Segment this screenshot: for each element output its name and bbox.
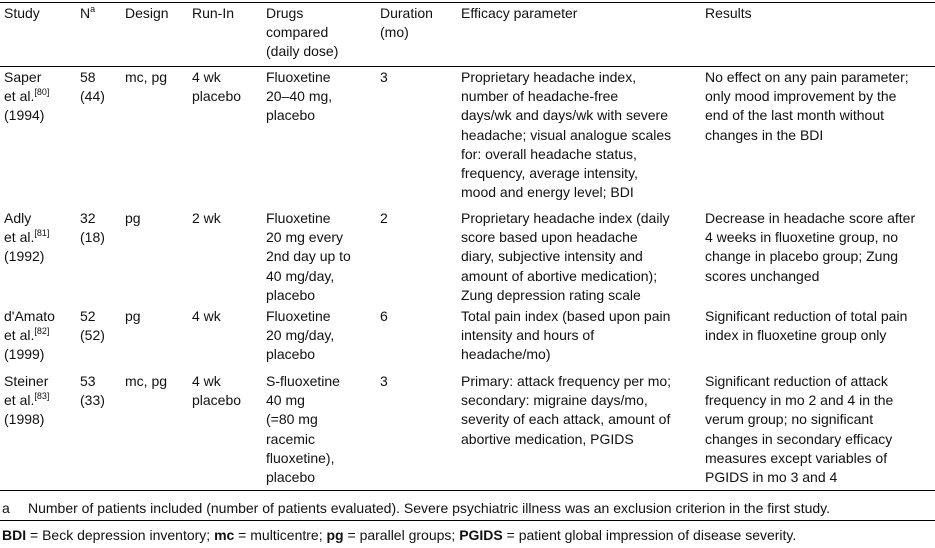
cell-study: Saper et al.[80] (1994): [4, 69, 50, 124]
col-results: Results: [705, 5, 752, 21]
study-table: [0, 3, 935, 489]
footnote-text: Number of patients included (number of patients evaluated). Severe psychiatric illness was an exclusion criterion in the first study.: [28, 500, 831, 516]
cell-study: Adly et al.[81] (1992): [4, 210, 50, 265]
col-efficacy: Efficacy parameter: [461, 5, 578, 21]
cell-runin: 4 wk placebo: [192, 373, 242, 409]
cell-drugs: Fluoxetine 20 mg/day, placebo: [266, 308, 335, 363]
cell-study: d'Amato et al.[82] (1999): [4, 308, 55, 363]
cell-n: 53 (33): [80, 373, 105, 409]
cell-efficacy: Total pain index (based upon pain intensity and hours of headache/mo): [461, 308, 671, 363]
cell-duration: 2: [380, 210, 388, 226]
cell-duration: 3: [380, 69, 388, 85]
cell-n: 32 (18): [80, 210, 105, 246]
cell-efficacy: Proprietary headache index, number of headache-free days/wk and days/wk with severe headache; visual analogue scales for: overall headache status, frequency, average intensity, mood and energy level; BDI: [461, 69, 672, 201]
col-drugs: Drugs compared (daily dose): [266, 5, 339, 60]
col-runin: Run-In: [192, 5, 235, 21]
cell-runin: 4 wk placebo: [192, 69, 242, 105]
cell-drugs: Fluoxetine 20 mg every 2nd day up to 40 mg/day, placebo: [266, 210, 351, 303]
cell-design: mc, pg: [125, 373, 168, 390]
cell-design: pg: [125, 308, 141, 325]
cell-drugs: S-fluoxetine 40 mg (=80 mg racemic fluoxetine), placebo: [266, 373, 340, 486]
col-n: $N^a$: [80, 4, 96, 21]
col-duration: Duration (mo): [380, 5, 433, 41]
cell-design: pg: [125, 210, 141, 226]
footnote-rule: [0, 520, 935, 521]
footnote-mark: a: [2, 500, 10, 516]
bottom-rule: [0, 490, 935, 491]
col-design: Design: [125, 5, 169, 21]
header-row: [0, 3, 935, 66]
cell-design: mc, pg: [125, 69, 168, 85]
cell-duration: 6: [380, 308, 388, 325]
table-row: [0, 66, 935, 207]
cell-results: Decrease in headache score after 4 weeks in fluoxetine group, no change in placebo group; Zung scores unchanged: [705, 210, 916, 284]
col-study: Study: [4, 5, 40, 21]
cell-runin: 2 wk: [192, 210, 221, 226]
footnote: [2, 499, 830, 518]
table-row: [0, 370, 935, 489]
cell-efficacy: Primary: attack frequency per mo; secondary: migraine days/mo, severity of each attack, amount of abortive medication, PGIDS: [461, 373, 672, 447]
table-row: [0, 305, 935, 370]
table-row: [0, 207, 935, 305]
cell-drugs: Fluoxetine 20–40 mg, placebo: [266, 69, 333, 124]
cell-results: Significant reduction of total pain index in fluoxetine group only: [705, 308, 908, 344]
cell-results: No effect on any pain parameter; only mood improvement by the end of the last month without changes in the BDI: [705, 69, 909, 143]
cell-results: Significant reduction of attack frequency in mo 2 and 4 in the verum group; no significant changes in secondary efficacy measures except variables of PGIDS in mo 3 and 4: [705, 373, 894, 486]
cell-n: 52 (52): [80, 308, 105, 344]
cell-runin: 4 wk: [192, 308, 221, 325]
cell-duration: 3: [380, 373, 388, 390]
cell-efficacy: Proprietary headache index (daily score based upon headache diary, subjective intensity and amount of abortive medication); Zung depression rating scale: [461, 210, 670, 303]
cell-study: Steiner et al.[83] (1998): [4, 373, 50, 428]
cell-n: 58 (44): [80, 69, 105, 105]
abbreviations: BDI = Beck depression inventory; mc = multicentre; pg = parallel groups; PGIDS = patient global impression of disease severity.: [2, 527, 797, 543]
